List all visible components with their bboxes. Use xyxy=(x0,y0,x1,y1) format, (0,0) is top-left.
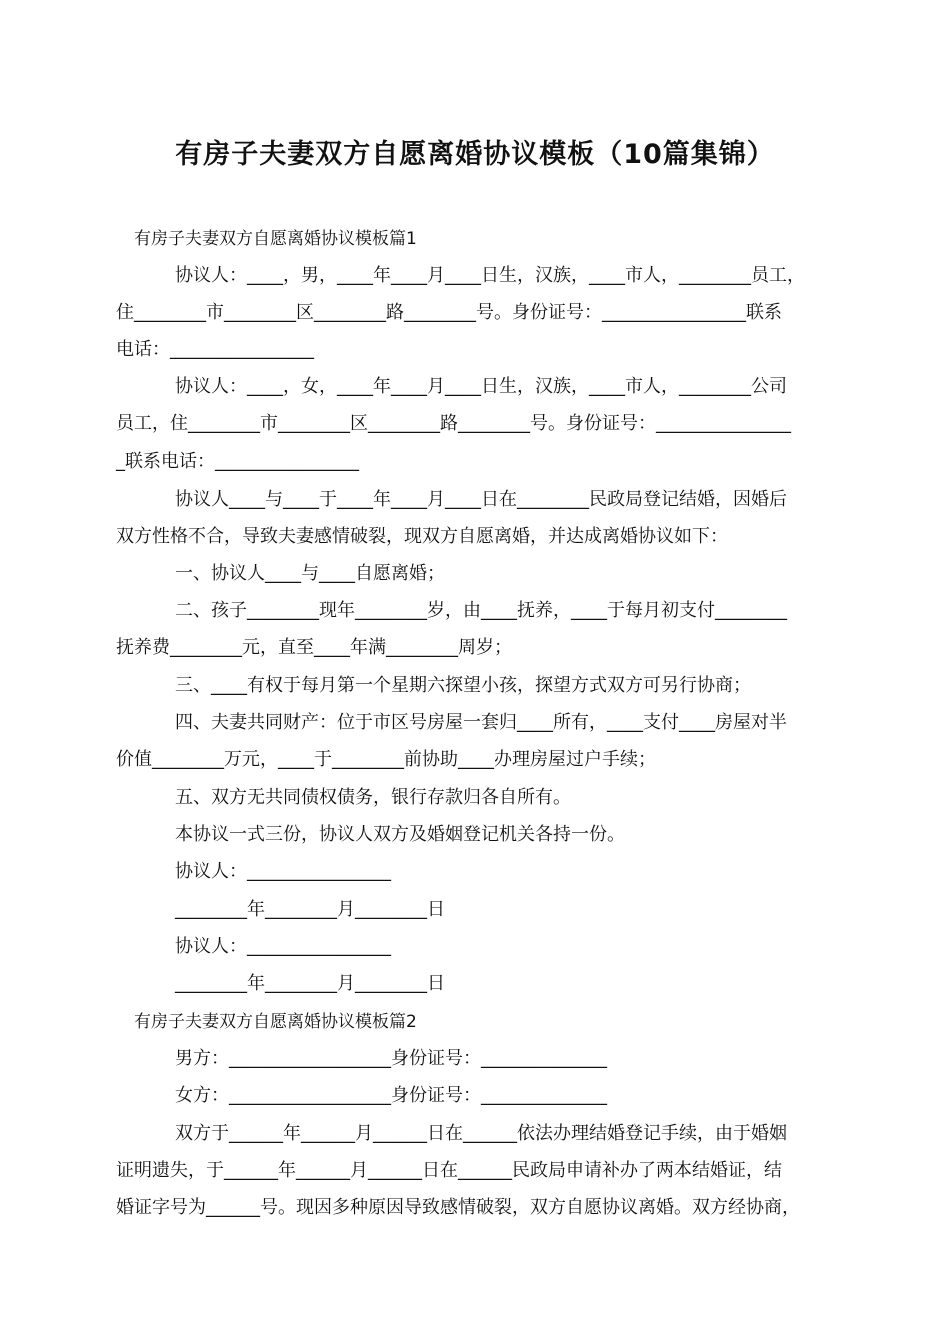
clause-2: 二、孩子________现年________岁，由____抚养，____于每月初支付________ xyxy=(175,600,787,621)
paragraph-line: 本协议一式三份，协议人双方及婚姻登记机关各持一份。 xyxy=(175,824,625,845)
section-heading-2: 有房子夫妻双方自愿离婚协议模板篇2 xyxy=(134,1012,417,1032)
signature-line: 协议人：________________ xyxy=(175,861,391,882)
paragraph-line: 证明遗失，于______年______月______日在______民政局申请补办了两本结婚证，结 xyxy=(116,1160,782,1181)
date-line: ________年________月________日 xyxy=(175,899,445,920)
clause-5: 五、双方无共同债权债务，银行存款归各自所有。 xyxy=(175,787,571,808)
clause-4: 四、夫妻共同财产：位于市区号房屋一套归____所有，____支付____房屋对半 xyxy=(175,712,787,733)
paragraph-line: 价值________万元，____于________前协助____办理房屋过户手续； xyxy=(116,749,656,770)
paragraph-line: 双方于______年______月______日在______依法办理结婚登记手续，由于婚姻 xyxy=(175,1123,787,1144)
paragraph-line: 女方：__________________身份证号：______________ xyxy=(175,1085,607,1106)
paragraph-line: 协议人：____，女，____年____月____日生，汉族，____市人，________公司 xyxy=(175,376,787,397)
paragraph-line: 抚养费________元，直至____年满________周岁； xyxy=(116,637,512,658)
paragraph-line: 协议人：____，男，____年____月____日生，汉族，____市人，________员工， xyxy=(175,265,805,286)
paragraph-line: _联系电话：________________ xyxy=(116,451,359,472)
paragraph-line: 员工，住________市________区________路________号。身份证号：_______________ xyxy=(116,413,791,434)
clause-1: 一、协议人____与____自愿离婚； xyxy=(175,563,445,584)
section-heading-1: 有房子夫妻双方自愿离婚协议模板篇1 xyxy=(134,229,417,249)
paragraph-line: 双方性格不合，导致夫妻感情破裂，现双方自愿离婚，并达成离婚协议如下： xyxy=(116,526,728,547)
paragraph-line: 男方：__________________身份证号：______________ xyxy=(175,1048,607,1069)
paragraph-line: 电话：________________ xyxy=(116,339,314,360)
paragraph-line: 住________市________区________路________号。身份证号：________________联系 xyxy=(116,302,782,323)
clause-3: 三、____有权于每月第一个星期六探望小孩，探望方式双方可另行协商； xyxy=(175,675,751,696)
date-line: ________年________月________日 xyxy=(175,973,445,994)
paragraph-line: 协议人____与____于____年____月____日在________民政局登记结婚，因婚后 xyxy=(175,489,787,510)
paragraph-line: 婚证字号为______号。现因多种原因导致感情破裂，双方自愿协议离婚。双方经协商， xyxy=(116,1197,800,1218)
document-title: 有房子夫妻双方自愿离婚协议模板（10篇集锦） xyxy=(175,139,775,170)
signature-line: 协议人：________________ xyxy=(175,936,391,957)
